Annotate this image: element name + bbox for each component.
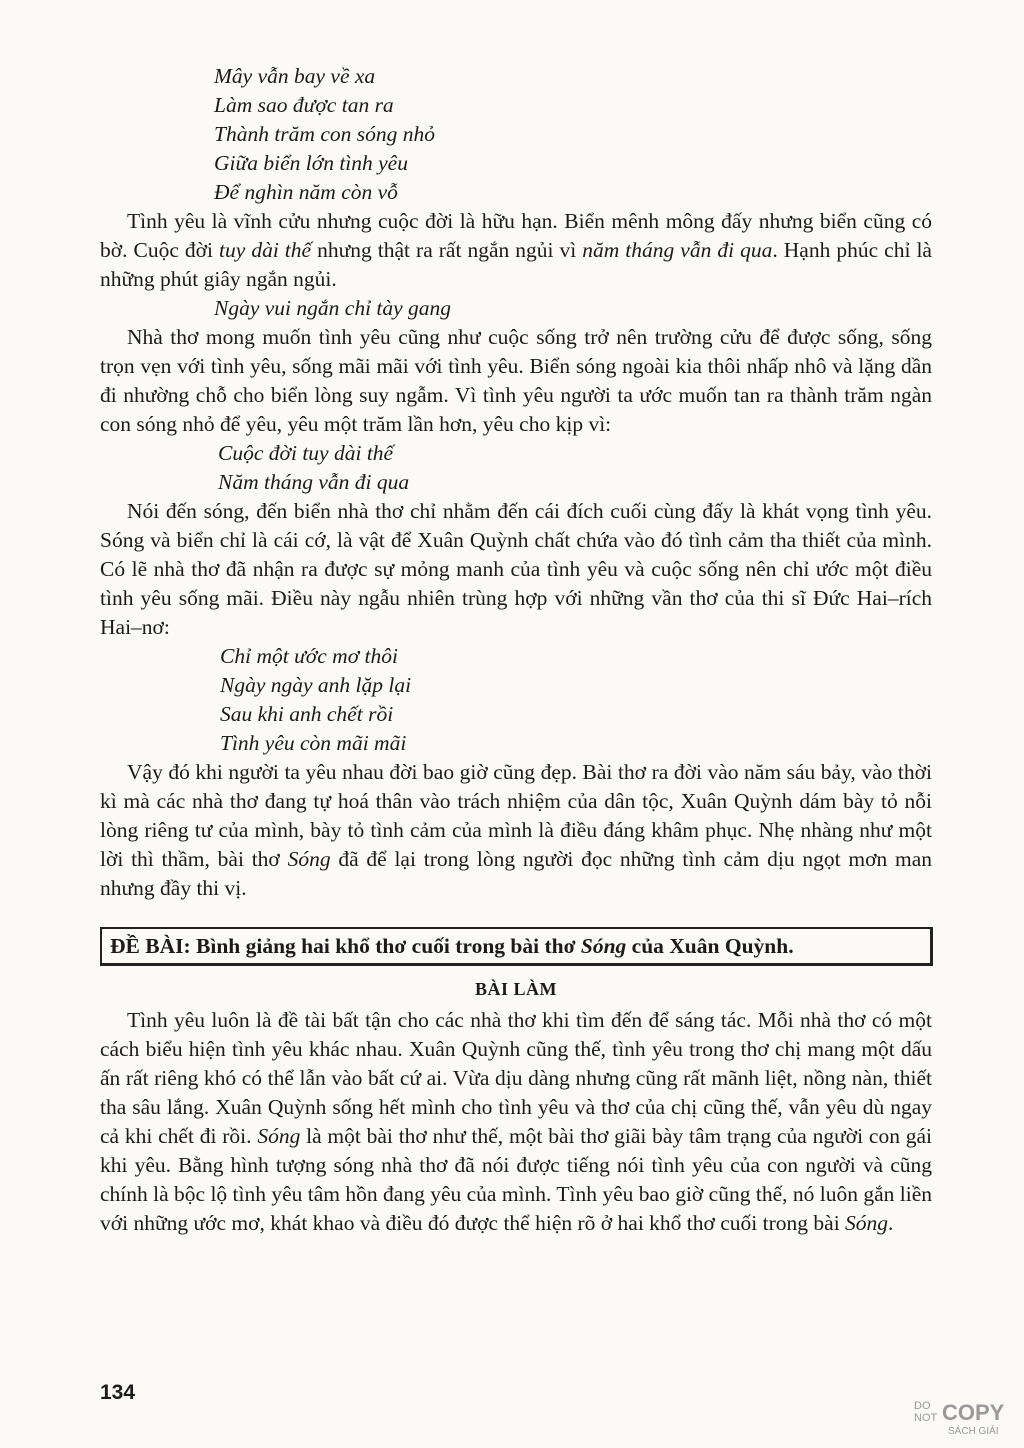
poem-quote-3 bbox=[218, 439, 932, 497]
poem-stanza-1 bbox=[214, 62, 932, 207]
poem-line: Để nghìn năm còn vỗ bbox=[214, 180, 398, 204]
italic-run: Sóng bbox=[845, 1211, 889, 1235]
poem-line: Tình yêu còn mãi mãi bbox=[220, 731, 407, 755]
text-run: . bbox=[888, 1211, 894, 1235]
page-number: 134 bbox=[100, 1381, 136, 1404]
watermark-text: DO bbox=[914, 1400, 931, 1412]
text-run: của Xuân Quỳnh. bbox=[626, 934, 794, 958]
poem-line: Mây vẫn bay về xa bbox=[214, 64, 376, 88]
watermark-text: NOT bbox=[914, 1412, 938, 1424]
paragraph-4 bbox=[100, 758, 932, 903]
text-run: ĐỀ BÀI: Bình giảng hai khổ thơ cuối trong bài thơ bbox=[110, 934, 581, 958]
paragraph-1 bbox=[100, 207, 932, 294]
text-run: Tình yêu là vĩnh cửu nhưng cuộc đời là hữu hạn. Biển mênh mông đấy nhưng biển cũng có bờ. Cuộc đời bbox=[100, 209, 932, 262]
italic-run: tuy dài thế bbox=[219, 238, 312, 262]
paragraph-2: Nhà thơ mong muốn tình yêu cũng như cuộc sống trở nên trường cửu để được sống, sống trọn vẹn với tình yêu, sống mãi mãi với tình yêu. Biển sóng ngoài kia thôi nhấp nhô và lặng dần đi nhường chỗ cho biển lòng suy ngẫm. Vì tình yêu người ta ước muốn tan ra thành trăm ngàn con sóng nhỏ để yêu, yêu một trăm lần hơn, yêu cho kịp vì: bbox=[100, 325, 932, 436]
watermark-logo bbox=[906, 1400, 1018, 1444]
paragraph-5 bbox=[100, 1006, 932, 1238]
text-run: Vậy đó khi người ta yêu nhau đời bao giờ cũng đẹp. Bài thơ ra đời vào năm sáu bảy, vào thời kì mà các nhà thơ đang tự hoá thân vào trách nhiệm của dân tộc, Xuân Quỳnh dám bày tỏ nỗi lòng riêng tư của mình, bày tỏ tình cảm của mình là điều đáng khâm phục. Nhẹ nhàng như một lời thì thầm, bài thơ bbox=[100, 760, 932, 871]
poem-line: Giữa biển lớn tình yêu bbox=[214, 151, 408, 175]
page-content bbox=[100, 62, 932, 1238]
poem-quote-2 bbox=[214, 294, 932, 323]
poem-line: Ngày ngày anh lặp lại bbox=[220, 673, 412, 697]
poem-line: Thành trăm con sóng nhỏ bbox=[214, 122, 435, 146]
poem-line: Sau khi anh chết rồi bbox=[220, 702, 394, 726]
paragraph-3: Nói đến sóng, đến biển nhà thơ chỉ nhằm đến cái đích cuối cùng đấy là khát vọng tình yêu. Sóng và biển chỉ là cái cớ, là vật để Xuân Quỳnh chất chứa vào đó tình cảm tha thiết của mình. Có lẽ nhà thơ đã nhận ra được sự mỏng manh của tình yêu và cuộc sống nên chỉ ước một điều tình yêu sống mãi. Điều này ngẫu nhiên trùng hợp với những vần thơ của thi sĩ Đức Hai–rích Hai–nơ: bbox=[100, 499, 932, 639]
italic-run: năm tháng vẫn đi qua bbox=[582, 238, 773, 262]
text-run: là một bài thơ như thế, một bài thơ giãi bày tâm trạng của người con gái khi yêu. Bằng hình tượng sóng nhà thơ đã nói được tiếng nói tình yêu của con người và cũng chính là bộc lộ tình yêu tâm hồn đang yêu của mình. Tình yêu bao giờ cũng thế, nó luôn gắn liền với những ước mơ, khát khao và điều đó được thể hiện rõ ở hai khổ thơ cuối trong bài bbox=[100, 1124, 932, 1235]
italic-run: Sóng bbox=[287, 847, 331, 871]
watermark-text: SÁCH GIẢI bbox=[948, 1426, 999, 1437]
italic-run: Sóng bbox=[257, 1124, 301, 1148]
poem-quote-4 bbox=[220, 642, 932, 758]
text-run: . Hạnh phúc chỉ là những phút giây ngắn ngủi. bbox=[100, 238, 932, 291]
text-run: Tình yêu luôn là đề tài bất tận cho các nhà thơ khi tìm đến để sáng tác. Mỗi nhà thơ có một cách biểu hiện tình yêu khác nhau. Xuân Quỳnh cũng thế, tình yêu trong thơ chị mang một dấu ấn rất riêng khó có thể lẫn vào bất cứ ai. Vừa dịu dàng nhưng cũng rất mãnh liệt, nồng nàn, thiết tha sâu lắng. Xuân Quỳnh sống hết mình cho tình yêu và thơ của chị cũng thế, vẫn yêu dù ngay cả khi chết đi rồi. bbox=[100, 1008, 932, 1148]
italic-run: Sóng bbox=[580, 934, 627, 958]
text-run: nhưng thật ra rất ngắn ngủi vì bbox=[311, 238, 583, 262]
text-run: đã để lại trong lòng người đọc những tình cảm dịu ngọt mơn man nhưng đầy thi vị. bbox=[100, 847, 932, 900]
poem-line: Cuộc đời tuy dài thế bbox=[218, 441, 394, 465]
assignment-topic-box bbox=[100, 927, 933, 966]
section-heading: BÀI LÀM bbox=[474, 979, 557, 999]
poem-line: Làm sao được tan ra bbox=[214, 93, 394, 117]
watermark-text: COPY bbox=[942, 1400, 1005, 1425]
poem-line: Ngày vui ngắn chỉ tày gang bbox=[214, 296, 452, 320]
poem-line: Năm tháng vẫn đi qua bbox=[218, 470, 410, 494]
poem-line: Chỉ một ước mơ thôi bbox=[220, 644, 399, 668]
